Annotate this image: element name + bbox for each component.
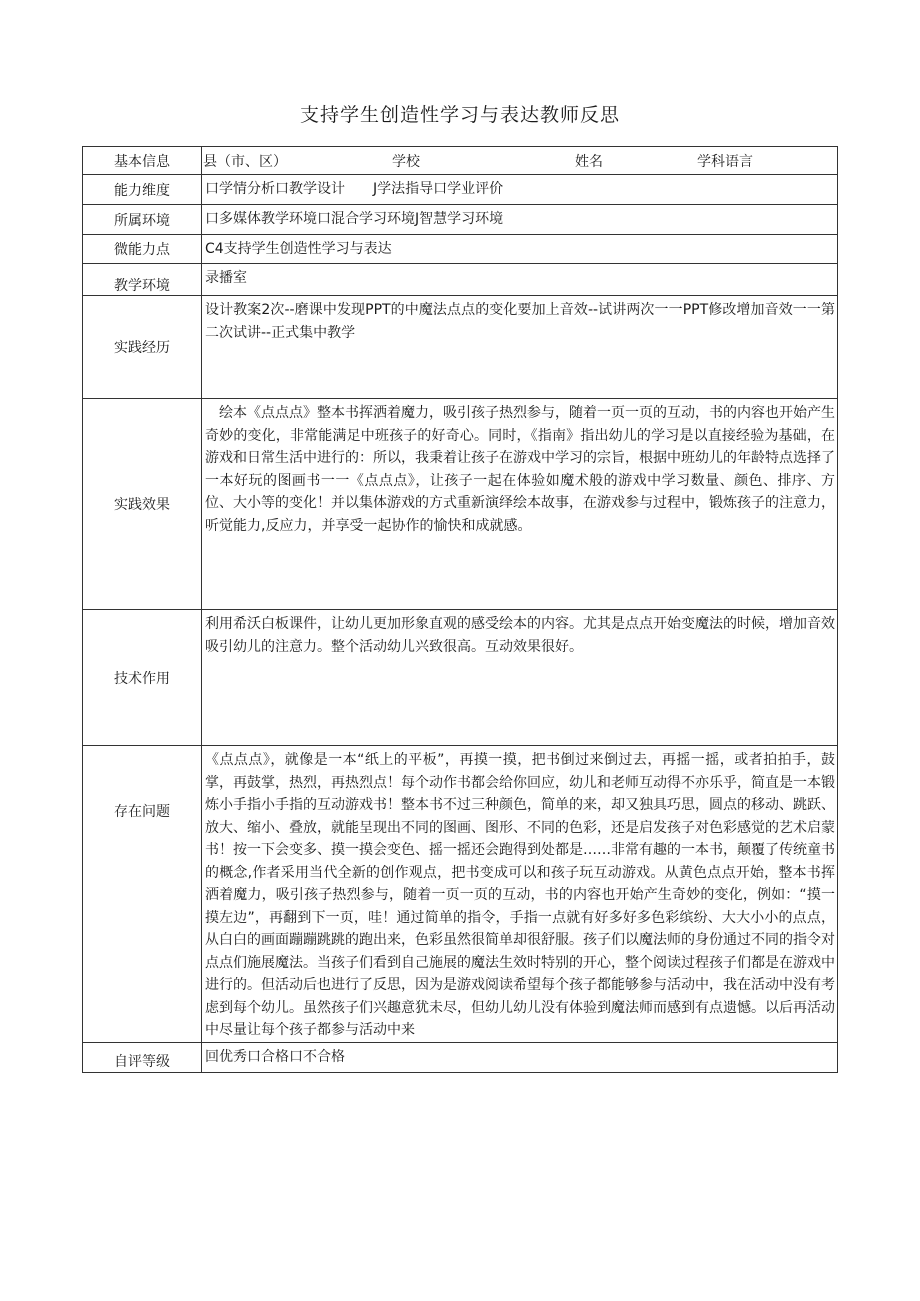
teaching-env-label: 教学环境 [83, 264, 202, 296]
table-row [83, 264, 838, 296]
micro-ability-label: 微能力点 [83, 235, 202, 264]
problems-label: 存在问题 [83, 746, 202, 1043]
school-field: 学校 [392, 154, 420, 170]
self-eval-label: 自评等级 [83, 1042, 202, 1072]
practice-effect-cell [202, 399, 838, 610]
table-row [83, 746, 838, 1043]
self-eval-value: 回优秀口合格口不合格 [202, 1042, 838, 1072]
tech-role-label: 技术作用 [83, 610, 202, 746]
table-row [83, 147, 838, 175]
practice-experience-cell [202, 296, 838, 399]
table-row [83, 610, 838, 746]
micro-ability-value: C4支持学生创造性学习与表达 [202, 235, 838, 264]
environment-value: 口多媒体教学环境口混合学习环境J智慧学习环境 [202, 205, 838, 235]
problems-text: 《点点点》，就像是一本“纸上的平板”，再摸一摸，把书倒过来倒过去，再摇一摇，或者拍拍手，鼓掌，再鼓掌，热烈，再热烈点！每个动作书都会给你回应，幼儿和老师互动得不亦乐乎，简直是一本锻炼小手指小手指的互动游戏书！整本书不过三种颜色，简单的来，却又独具巧思，圆点的移动、跳跃、放大、缩小、叠放，就能呈现出不同的图画、图形、不同的色彩，还是启发孩子对色彩感觉的艺术启蒙书！按一下会变多、摸一摸会变色、摇一摇还会跑得到处都是……非常有趣的一本书，颠覆了传统童书的概念,作者采用当代全新的创作观点，把书变成可以和孩子玩互动游戏。从黄色点点开始，整本书挥洒着魔力，吸引孩子热烈参与，随着一页一页的互动，书的内容也开始产生奇妙的变化，例如：“摸一摸左边”，再翻到下一页，哇！通过简单的指令，手指一点就有好多好多色彩缤纷、大大小小的点点，从白白的画面蹦蹦跳跳的跑出来，色彩虽然很简单却很舒服。孩子们以魔法师的身份通过不同的指令对点点们施展魔法。当孩子们看到自己施展的魔法生效时特别的开心，整个阅读过程孩子们都是在游戏中进行的。但活动后也进行了反思，因为是游戏阅读希望每个孩子都能够参与活动中，我在活动中没有考虑到每个幼儿。虽然孩子们兴趣意犹未尽，但幼儿幼儿没有体验到魔法师而感到有点遗憾。以后再活动中尽量让每个孩子都参与活动中来 [205, 752, 835, 1038]
problems-cell [202, 746, 838, 1043]
table-row [83, 399, 838, 610]
table-row [83, 296, 838, 399]
basic-info-cell [202, 147, 838, 175]
county-field: 县（市、区） [203, 154, 287, 170]
practice-effect-text: 绘本《点点点》整本书挥洒着魔力，吸引孩子热烈参与，随着一页一页的互动，书的内容也开始产生奇妙的变化，非常能满足中班孩子的好奇心。同时，《指南》指出幼儿的学习是以直接经验为基础，在游戏和日常生活中进行的：所以，我秉着让孩子在游戏中学习的宗旨，根据中班幼儿的年龄特点选择了一本好玩的图画书一一《点点点》，让孩子一起在体验如魔术般的游戏中学习数量、颜色、排序、方位、大小等的变化！并以集体游戏的方式重新演绎绘本故事，在游戏参与过程中，锻炼孩子的注意力，听觉能力,反应力，并享受一起协作的愉快和成就感。 [205, 405, 835, 534]
subject-field: 学科语言 [697, 154, 753, 170]
reflection-form-table [82, 146, 838, 1073]
ability-value: 口学情分析口教学设计 J学法指导口学业评价 [202, 175, 838, 205]
table-row [83, 205, 838, 235]
tech-role-text: 利用希沃白板课件，让幼儿更加形象直观的感受绘本的内容。尤其是点点开始变魔法的时候，增加音效吸引幼儿的注意力。整个活动幼儿兴致很高。互动效果很好。 [205, 616, 835, 655]
environment-label: 所属环境 [83, 205, 202, 235]
table-row [83, 235, 838, 264]
teaching-env-value: 录播室 [202, 264, 838, 296]
practice-effect-label: 实践效果 [83, 399, 202, 610]
practice-experience-label: 实践经历 [83, 296, 202, 399]
tech-role-cell [202, 610, 838, 746]
basic-info-label: 基本信息 [83, 147, 202, 175]
practice-experience-text: 设计教案2次--磨课中发现PPT的中魔法点点的变化要加上音效--试讲两次一一PPT修改增加音效一一第二次试讲--正式集中教学 [205, 302, 835, 341]
page-title: 支持学生创造性学习与表达教师反思 [299, 104, 620, 126]
name-field: 姓名 [575, 154, 603, 170]
table-row [83, 175, 838, 205]
table-row [83, 1042, 838, 1072]
ability-label: 能力维度 [83, 175, 202, 205]
